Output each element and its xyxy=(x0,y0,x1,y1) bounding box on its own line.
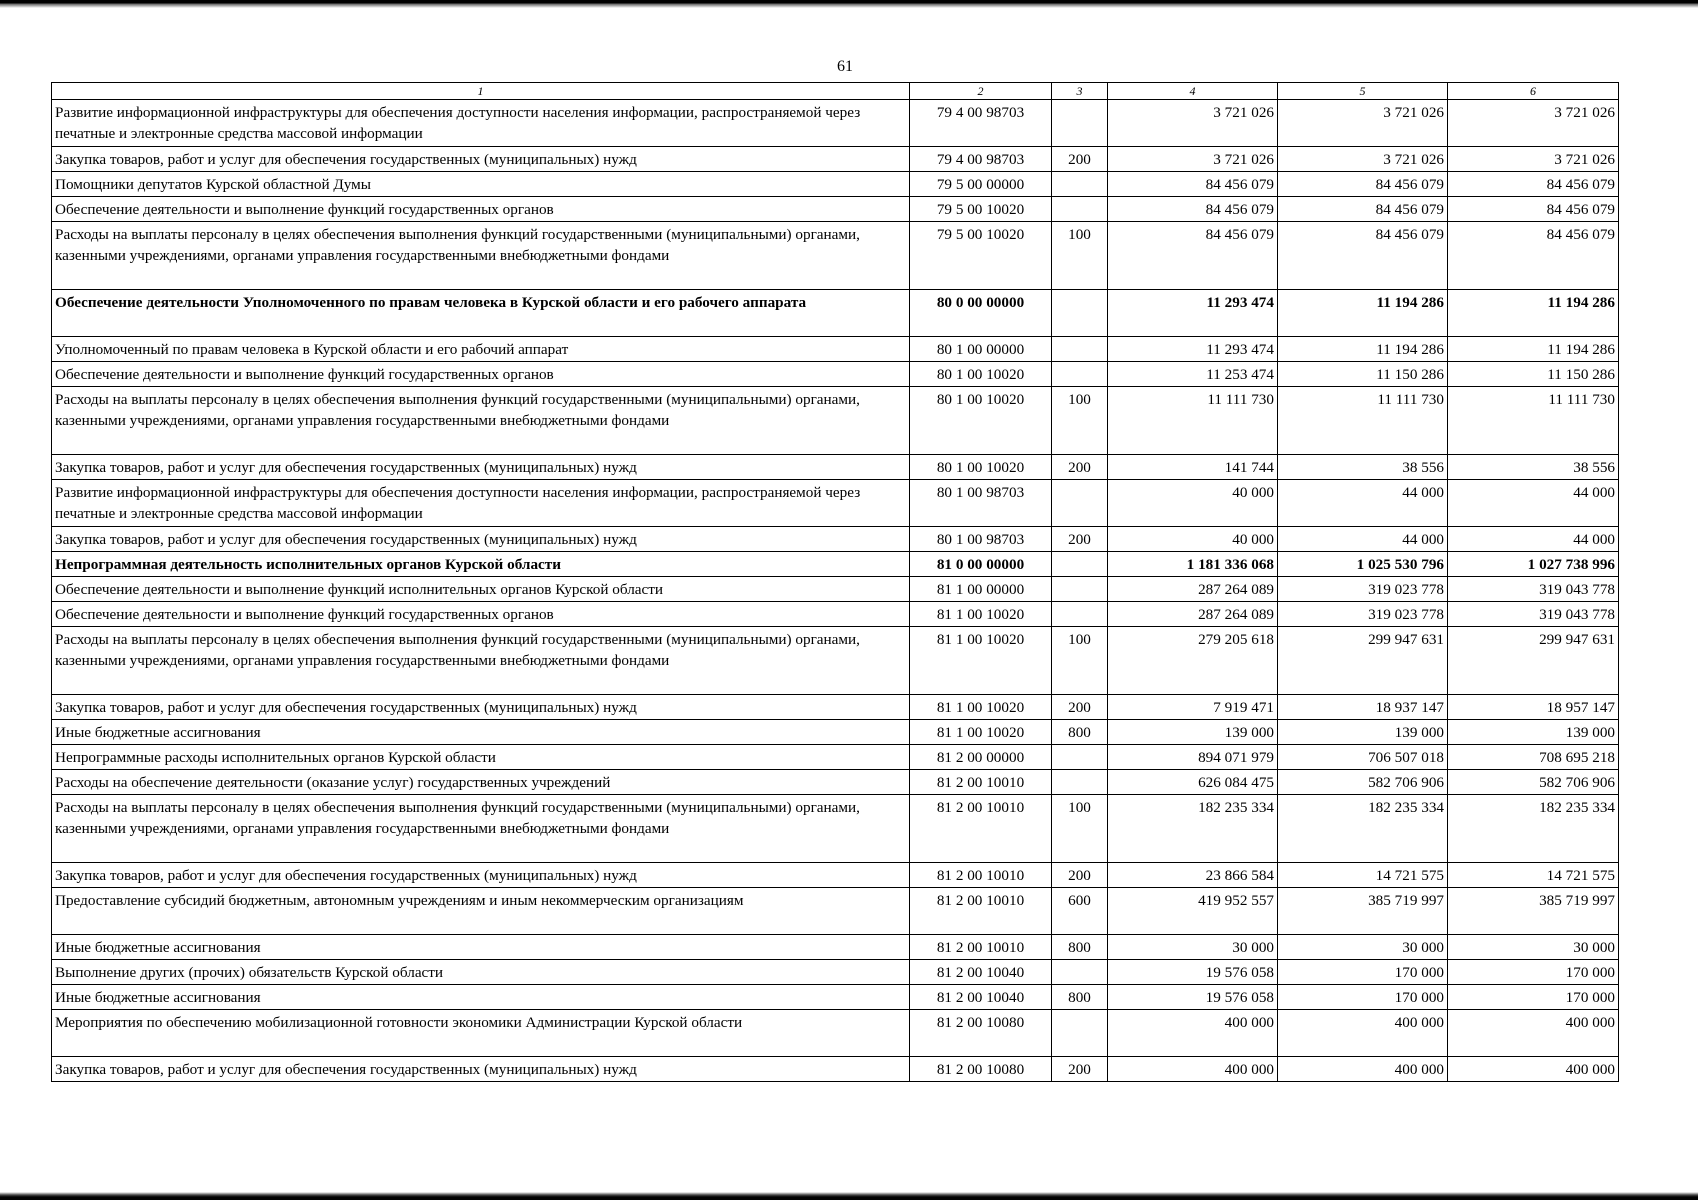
target-article-code: 79 5 00 10020 xyxy=(910,222,1052,290)
table-row xyxy=(52,985,1619,1010)
row-name: Обеспечение деятельности и выполнение функций исполнительных органов Курской области xyxy=(52,577,910,602)
target-article-code: 81 0 00 00000 xyxy=(910,552,1052,577)
scan-bottom-edge xyxy=(0,1192,1698,1200)
expense-type-code xyxy=(1052,100,1108,147)
amount-col-4: 3 721 026 xyxy=(1108,147,1278,172)
amount-col-4: 3 721 026 xyxy=(1108,100,1278,147)
row-name: Развитие информационной инфраструктуры для обеспечения доступности населения информации, распространяемой через печатные и электронные средства массовой информации xyxy=(52,480,910,527)
row-name: Расходы на обеспечение деятельности (оказание услуг) государственных учреждений xyxy=(52,770,910,795)
amount-col-6: 319 043 778 xyxy=(1448,577,1619,602)
amount-col-4: 84 456 079 xyxy=(1108,222,1278,290)
row-name: Уполномоченный по правам человека в Курской области и его рабочий аппарат xyxy=(52,337,910,362)
amount-col-4: 400 000 xyxy=(1108,1010,1278,1057)
target-article-code: 80 1 00 10020 xyxy=(910,387,1052,455)
expense-type-code: 100 xyxy=(1052,387,1108,455)
amount-col-4: 84 456 079 xyxy=(1108,172,1278,197)
amount-col-4: 19 576 058 xyxy=(1108,960,1278,985)
table-row xyxy=(52,455,1619,480)
amount-col-5: 11 150 286 xyxy=(1278,362,1448,387)
table-row xyxy=(52,197,1619,222)
table-row xyxy=(52,387,1619,455)
column-number-5: 5 xyxy=(1278,83,1448,100)
amount-col-4: 84 456 079 xyxy=(1108,197,1278,222)
amount-col-5: 11 194 286 xyxy=(1278,337,1448,362)
expense-type-code: 800 xyxy=(1052,720,1108,745)
amount-col-5: 319 023 778 xyxy=(1278,602,1448,627)
expense-type-code: 800 xyxy=(1052,985,1108,1010)
amount-col-5: 170 000 xyxy=(1278,960,1448,985)
expense-type-code: 200 xyxy=(1052,455,1108,480)
amount-col-4: 894 071 979 xyxy=(1108,745,1278,770)
amount-col-5: 14 721 575 xyxy=(1278,863,1448,888)
target-article-code: 80 1 00 10020 xyxy=(910,455,1052,480)
column-number-6: 6 xyxy=(1448,83,1619,100)
amount-col-5: 30 000 xyxy=(1278,935,1448,960)
amount-col-4: 287 264 089 xyxy=(1108,577,1278,602)
column-number-3: 3 xyxy=(1052,83,1108,100)
row-name: Закупка товаров, работ и услуг для обеспечения государственных (муниципальных) нужд xyxy=(52,455,910,480)
amount-col-4: 626 084 475 xyxy=(1108,770,1278,795)
row-name: Помощники депутатов Курской областной Думы xyxy=(52,172,910,197)
target-article-code: 80 1 00 10020 xyxy=(910,362,1052,387)
expense-type-code xyxy=(1052,577,1108,602)
target-article-code: 81 2 00 10010 xyxy=(910,863,1052,888)
amount-col-4: 141 744 xyxy=(1108,455,1278,480)
expense-type-code: 100 xyxy=(1052,795,1108,863)
page-number: 61 xyxy=(837,58,853,75)
target-article-code: 81 2 00 10010 xyxy=(910,770,1052,795)
amount-col-4: 19 576 058 xyxy=(1108,985,1278,1010)
expense-type-code xyxy=(1052,960,1108,985)
amount-col-6: 1 027 738 996 xyxy=(1448,552,1619,577)
table-row xyxy=(52,720,1619,745)
expense-type-code: 200 xyxy=(1052,1057,1108,1082)
expense-type-code xyxy=(1052,480,1108,527)
table-row xyxy=(52,1057,1619,1082)
table-row xyxy=(52,745,1619,770)
table-row xyxy=(52,480,1619,527)
expense-type-code xyxy=(1052,197,1108,222)
amount-col-6: 170 000 xyxy=(1448,985,1619,1010)
amount-col-5: 3 721 026 xyxy=(1278,100,1448,147)
row-name: Иные бюджетные ассигнования xyxy=(52,720,910,745)
amount-col-4: 279 205 618 xyxy=(1108,627,1278,695)
amount-col-6: 182 235 334 xyxy=(1448,795,1619,863)
target-article-code: 81 2 00 10040 xyxy=(910,960,1052,985)
row-name: Обеспечение деятельности и выполнение функций государственных органов xyxy=(52,197,910,222)
table-row xyxy=(52,577,1619,602)
amount-col-5: 139 000 xyxy=(1278,720,1448,745)
amount-col-6: 170 000 xyxy=(1448,960,1619,985)
amount-col-5: 400 000 xyxy=(1278,1010,1448,1057)
table-row xyxy=(52,960,1619,985)
table-row xyxy=(52,290,1619,337)
row-name: Расходы на выплаты персоналу в целях обеспечения выполнения функций государственными (муниципальными) органами, казенными учреждениями, органами управления государственными внебюджетными фондами xyxy=(52,387,910,455)
expense-type-code: 200 xyxy=(1052,147,1108,172)
amount-col-4: 40 000 xyxy=(1108,527,1278,552)
table-row xyxy=(52,527,1619,552)
amount-col-6: 385 719 997 xyxy=(1448,888,1619,935)
table-row xyxy=(52,795,1619,863)
target-article-code: 81 2 00 10040 xyxy=(910,985,1052,1010)
expense-type-code xyxy=(1052,770,1108,795)
amount-col-6: 84 456 079 xyxy=(1448,222,1619,290)
scan-top-edge xyxy=(0,0,1698,8)
amount-col-5: 706 507 018 xyxy=(1278,745,1448,770)
amount-col-4: 11 111 730 xyxy=(1108,387,1278,455)
target-article-code: 81 2 00 10080 xyxy=(910,1057,1052,1082)
column-number-2: 2 xyxy=(910,83,1052,100)
row-name: Обеспечение деятельности Уполномоченного по правам человека в Курской области и его рабочего аппарата xyxy=(52,290,910,337)
target-article-code: 81 2 00 10010 xyxy=(910,935,1052,960)
amount-col-6: 18 957 147 xyxy=(1448,695,1619,720)
amount-col-4: 1 181 336 068 xyxy=(1108,552,1278,577)
amount-col-5: 170 000 xyxy=(1278,985,1448,1010)
table-row xyxy=(52,1010,1619,1057)
expense-type-code: 600 xyxy=(1052,888,1108,935)
amount-col-5: 3 721 026 xyxy=(1278,147,1448,172)
row-name: Обеспечение деятельности и выполнение функций государственных органов xyxy=(52,602,910,627)
amount-col-5: 385 719 997 xyxy=(1278,888,1448,935)
table-row xyxy=(52,172,1619,197)
budget-table xyxy=(51,82,1619,1082)
amount-col-6: 3 721 026 xyxy=(1448,100,1619,147)
target-article-code: 81 2 00 10010 xyxy=(910,795,1052,863)
target-article-code: 80 1 00 00000 xyxy=(910,337,1052,362)
amount-col-5: 299 947 631 xyxy=(1278,627,1448,695)
row-name: Закупка товаров, работ и услуг для обеспечения государственных (муниципальных) нужд xyxy=(52,527,910,552)
amount-col-5: 582 706 906 xyxy=(1278,770,1448,795)
target-article-code: 81 1 00 10020 xyxy=(910,602,1052,627)
target-article-code: 80 1 00 98703 xyxy=(910,527,1052,552)
target-article-code: 81 2 00 10010 xyxy=(910,888,1052,935)
expense-type-code xyxy=(1052,172,1108,197)
table-header xyxy=(52,83,1619,100)
amount-col-6: 11 150 286 xyxy=(1448,362,1619,387)
row-name: Предоставление субсидий бюджетным, автономным учреждениям и иным некоммерческим организациям xyxy=(52,888,910,935)
expense-type-code: 800 xyxy=(1052,935,1108,960)
table-row xyxy=(52,695,1619,720)
target-article-code: 81 1 00 10020 xyxy=(910,695,1052,720)
amount-col-5: 44 000 xyxy=(1278,527,1448,552)
amount-col-5: 44 000 xyxy=(1278,480,1448,527)
target-article-code: 79 4 00 98703 xyxy=(910,100,1052,147)
expense-type-code: 100 xyxy=(1052,627,1108,695)
target-article-code: 79 4 00 98703 xyxy=(910,147,1052,172)
row-name: Мероприятия по обеспечению мобилизационной готовности экономики Администрации Курской области xyxy=(52,1010,910,1057)
row-name: Непрограммные расходы исполнительных органов Курской области xyxy=(52,745,910,770)
column-number-row xyxy=(52,83,1619,100)
amount-col-4: 400 000 xyxy=(1108,1057,1278,1082)
target-article-code: 81 2 00 10080 xyxy=(910,1010,1052,1057)
amount-col-5: 84 456 079 xyxy=(1278,197,1448,222)
amount-col-6: 11 194 286 xyxy=(1448,290,1619,337)
amount-col-4: 182 235 334 xyxy=(1108,795,1278,863)
row-name: Закупка товаров, работ и услуг для обеспечения государственных (муниципальных) нужд xyxy=(52,147,910,172)
table-row xyxy=(52,147,1619,172)
amount-col-6: 582 706 906 xyxy=(1448,770,1619,795)
expense-type-code: 200 xyxy=(1052,695,1108,720)
amount-col-4: 11 253 474 xyxy=(1108,362,1278,387)
amount-col-6: 400 000 xyxy=(1448,1010,1619,1057)
amount-col-6: 299 947 631 xyxy=(1448,627,1619,695)
amount-col-5: 11 194 286 xyxy=(1278,290,1448,337)
amount-col-6: 708 695 218 xyxy=(1448,745,1619,770)
expense-type-code xyxy=(1052,1010,1108,1057)
table-row xyxy=(52,863,1619,888)
amount-col-5: 319 023 778 xyxy=(1278,577,1448,602)
row-name: Закупка товаров, работ и услуг для обеспечения государственных (муниципальных) нужд xyxy=(52,1057,910,1082)
expense-type-code xyxy=(1052,552,1108,577)
table-row xyxy=(52,552,1619,577)
amount-col-5: 1 025 530 796 xyxy=(1278,552,1448,577)
target-article-code: 79 5 00 10020 xyxy=(910,197,1052,222)
table-row xyxy=(52,100,1619,147)
table-row xyxy=(52,770,1619,795)
table-row xyxy=(52,935,1619,960)
row-name: Непрограммная деятельность исполнительных органов Курской области xyxy=(52,552,910,577)
amount-col-6: 139 000 xyxy=(1448,720,1619,745)
amount-col-6: 14 721 575 xyxy=(1448,863,1619,888)
table-row xyxy=(52,627,1619,695)
row-name: Расходы на выплаты персоналу в целях обеспечения выполнения функций государственными (муниципальными) органами, казенными учреждениями, органами управления государственными внебюджетными фондами xyxy=(52,795,910,863)
row-name: Выполнение других (прочих) обязательств Курской области xyxy=(52,960,910,985)
amount-col-5: 84 456 079 xyxy=(1278,222,1448,290)
amount-col-5: 182 235 334 xyxy=(1278,795,1448,863)
expense-type-code xyxy=(1052,290,1108,337)
expense-type-code xyxy=(1052,362,1108,387)
amount-col-4: 139 000 xyxy=(1108,720,1278,745)
amount-col-6: 319 043 778 xyxy=(1448,602,1619,627)
row-name: Закупка товаров, работ и услуг для обеспечения государственных (муниципальных) нужд xyxy=(52,863,910,888)
row-name: Иные бюджетные ассигнования xyxy=(52,985,910,1010)
amount-col-6: 3 721 026 xyxy=(1448,147,1619,172)
amount-col-5: 18 937 147 xyxy=(1278,695,1448,720)
amount-col-6: 44 000 xyxy=(1448,527,1619,552)
amount-col-4: 40 000 xyxy=(1108,480,1278,527)
table-body xyxy=(52,100,1619,1082)
amount-col-6: 44 000 xyxy=(1448,480,1619,527)
amount-col-6: 400 000 xyxy=(1448,1057,1619,1082)
expense-type-code: 100 xyxy=(1052,222,1108,290)
amount-col-6: 11 194 286 xyxy=(1448,337,1619,362)
amount-col-4: 419 952 557 xyxy=(1108,888,1278,935)
table-row xyxy=(52,337,1619,362)
table-row xyxy=(52,888,1619,935)
target-article-code: 81 2 00 00000 xyxy=(910,745,1052,770)
expense-type-code: 200 xyxy=(1052,527,1108,552)
row-name: Иные бюджетные ассигнования xyxy=(52,935,910,960)
expense-type-code xyxy=(1052,602,1108,627)
amount-col-5: 400 000 xyxy=(1278,1057,1448,1082)
amount-col-6: 84 456 079 xyxy=(1448,197,1619,222)
row-name: Закупка товаров, работ и услуг для обеспечения государственных (муниципальных) нужд xyxy=(52,695,910,720)
target-article-code: 81 1 00 10020 xyxy=(910,627,1052,695)
target-article-code: 80 1 00 98703 xyxy=(910,480,1052,527)
amount-col-4: 30 000 xyxy=(1108,935,1278,960)
target-article-code: 81 1 00 00000 xyxy=(910,577,1052,602)
amount-col-4: 287 264 089 xyxy=(1108,602,1278,627)
row-name: Расходы на выплаты персоналу в целях обеспечения выполнения функций государственными (муниципальными) органами, казенными учреждениями, органами управления государственными внебюджетными фондами xyxy=(52,627,910,695)
amount-col-4: 7 919 471 xyxy=(1108,695,1278,720)
amount-col-5: 84 456 079 xyxy=(1278,172,1448,197)
target-article-code: 80 0 00 00000 xyxy=(910,290,1052,337)
amount-col-6: 84 456 079 xyxy=(1448,172,1619,197)
expense-type-code: 200 xyxy=(1052,863,1108,888)
amount-col-4: 11 293 474 xyxy=(1108,290,1278,337)
amount-col-5: 38 556 xyxy=(1278,455,1448,480)
table-row xyxy=(52,602,1619,627)
expense-type-code xyxy=(1052,745,1108,770)
amount-col-4: 23 866 584 xyxy=(1108,863,1278,888)
amount-col-5: 11 111 730 xyxy=(1278,387,1448,455)
column-number-4: 4 xyxy=(1108,83,1278,100)
target-article-code: 81 1 00 10020 xyxy=(910,720,1052,745)
amount-col-4: 11 293 474 xyxy=(1108,337,1278,362)
row-name: Расходы на выплаты персоналу в целях обеспечения выполнения функций государственными (муниципальными) органами, казенными учреждениями, органами управления государственными внебюджетными фондами xyxy=(52,222,910,290)
amount-col-6: 11 111 730 xyxy=(1448,387,1619,455)
expense-type-code xyxy=(1052,337,1108,362)
row-name: Развитие информационной инфраструктуры для обеспечения доступности населения информации, распространяемой через печатные и электронные средства массовой информации xyxy=(52,100,910,147)
table-row xyxy=(52,362,1619,387)
column-number-1: 1 xyxy=(52,83,910,100)
table-row xyxy=(52,222,1619,290)
row-name: Обеспечение деятельности и выполнение функций государственных органов xyxy=(52,362,910,387)
target-article-code: 79 5 00 00000 xyxy=(910,172,1052,197)
amount-col-6: 38 556 xyxy=(1448,455,1619,480)
amount-col-6: 30 000 xyxy=(1448,935,1619,960)
